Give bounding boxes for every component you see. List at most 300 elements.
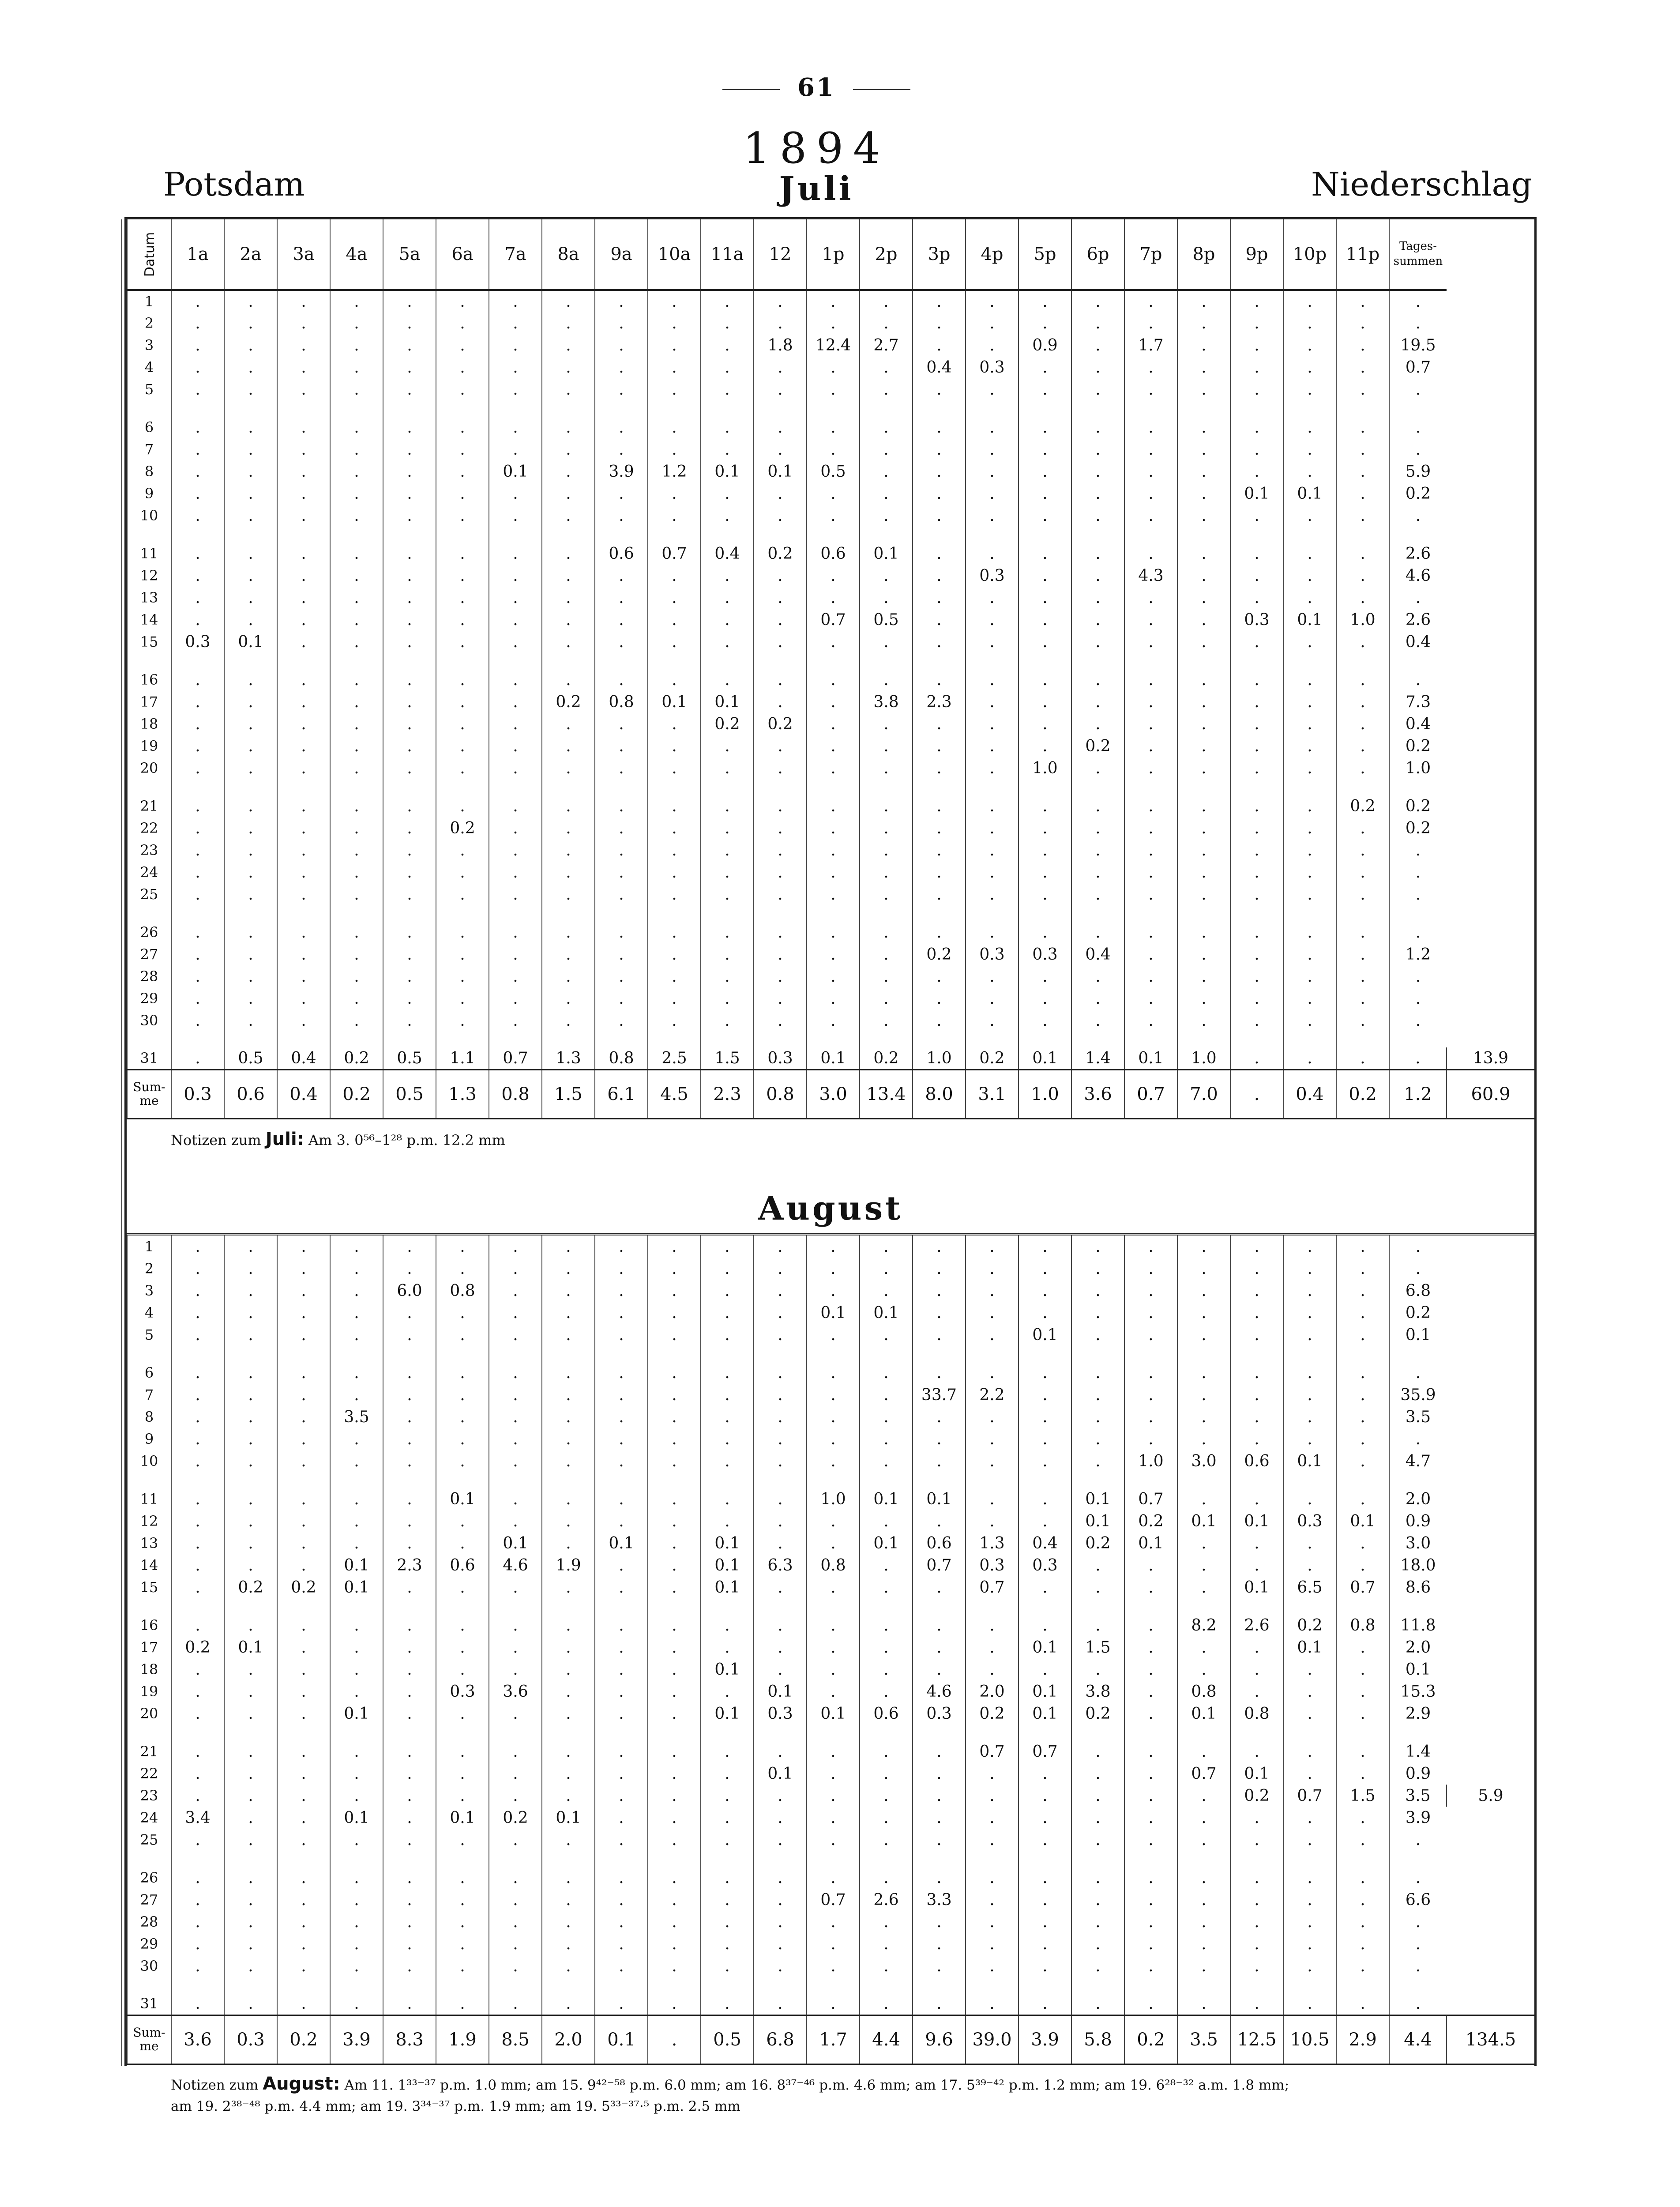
hourly-value: .	[1230, 1235, 1283, 1258]
hourly-value: .	[966, 312, 1019, 334]
hourly-value: .	[277, 1406, 330, 1428]
hourly-value: 0.2	[1230, 1785, 1283, 1807]
hourly-value: .	[754, 312, 807, 334]
hourly-value: .	[1124, 1658, 1177, 1680]
table-row	[127, 505, 1534, 527]
hourly-value: .	[807, 1450, 860, 1472]
hourly-value: .	[966, 1614, 1019, 1636]
hourly-value: .	[1019, 1510, 1071, 1532]
hourly-value: .	[1019, 987, 1071, 1009]
hourly-value: .	[383, 1955, 436, 1977]
hourly-value: .	[913, 565, 966, 587]
hourly-value: .	[224, 356, 277, 378]
hourly-value: 0.1	[330, 1702, 383, 1725]
hourly-value: .	[1019, 1009, 1071, 1032]
hourly-value: .	[224, 1428, 277, 1450]
hourly-value: 0.2	[701, 713, 754, 735]
day-label: 2	[127, 312, 171, 334]
hourly-value: .	[807, 505, 860, 527]
hourly-value: .	[383, 609, 436, 631]
hourly-sum: 1.0	[1019, 1070, 1071, 1118]
notes-prefix: Notizen zum	[171, 2077, 259, 2093]
hourly-value: .	[1177, 505, 1230, 527]
hourly-value: .	[224, 943, 277, 965]
hourly-value: .	[1177, 691, 1230, 713]
hourly-value: .	[595, 987, 648, 1009]
hourly-value: .	[1336, 1362, 1389, 1384]
hourly-value: .	[277, 1658, 330, 1680]
hourly-value: .	[807, 1763, 860, 1785]
hourly-value: .	[171, 1362, 224, 1384]
hourly-value: .	[648, 1829, 701, 1851]
hourly-value: .	[1177, 921, 1230, 943]
hourly-value: .	[860, 460, 913, 482]
table-row	[127, 1384, 1534, 1406]
hourly-value: .	[1124, 460, 1177, 482]
hourly-value: .	[1019, 460, 1071, 482]
hourly-value: .	[754, 987, 807, 1009]
hourly-value: .	[1230, 565, 1283, 587]
hourly-value: 0.1	[807, 1302, 860, 1324]
table-row	[127, 1576, 1534, 1598]
hourly-value: .	[754, 1362, 807, 1384]
hourly-value: 33.7	[913, 1384, 966, 1406]
hourly-value: .	[1071, 757, 1124, 779]
hourly-value: .	[1071, 482, 1124, 505]
hourly-value: .	[1230, 1680, 1283, 1702]
hourly-value: .	[171, 839, 224, 861]
hourly-value: .	[1019, 1488, 1071, 1510]
hourly-value: 0.2	[754, 713, 807, 735]
hourly-value: .	[648, 1889, 701, 1911]
hourly-value: .	[224, 1955, 277, 1977]
hourly-value: .	[913, 921, 966, 943]
hourly-value: .	[171, 1324, 224, 1346]
hourly-value: .	[1019, 378, 1071, 400]
hourly-value: .	[1019, 839, 1071, 861]
hourly-value: .	[1124, 921, 1177, 943]
hourly-value: .	[807, 1680, 860, 1702]
day-label: 30	[127, 1009, 171, 1032]
hourly-sum: 10.5	[1283, 2015, 1336, 2064]
hourly-value: .	[913, 1658, 966, 1680]
hourly-value: .	[701, 1785, 754, 1807]
hourly-value: .	[224, 1785, 277, 1807]
hourly-value: .	[595, 883, 648, 905]
hourly-value: .	[754, 669, 807, 691]
hourly-value: .	[648, 883, 701, 905]
hourly-value: .	[224, 1993, 277, 2015]
hourly-value: .	[277, 1009, 330, 1032]
hourly-value: .	[1177, 965, 1230, 987]
hourly-value: .	[1124, 1702, 1177, 1725]
hourly-value: .	[542, 1993, 595, 2015]
hourly-value: .	[224, 861, 277, 883]
hourly-value: .	[330, 1280, 383, 1302]
hourly-value: .	[1019, 356, 1071, 378]
hourly-value: .	[1230, 1636, 1283, 1658]
hourly-value: .	[542, 883, 595, 905]
hourly-value: 0.1	[701, 1658, 754, 1680]
notes-month: Juli:	[265, 1129, 304, 1149]
hourly-value: .	[277, 1911, 330, 1933]
hourly-value: 0.1	[1177, 1510, 1230, 1532]
daily-total: 3.0	[1389, 1532, 1447, 1554]
hourly-value: .	[754, 416, 807, 438]
hourly-value: .	[1071, 1740, 1124, 1763]
day-label: 25	[127, 1829, 171, 1851]
table-row	[127, 713, 1534, 735]
hourly-value: .	[171, 482, 224, 505]
day-label: 12	[127, 565, 171, 587]
hourly-value: .	[489, 1324, 542, 1346]
hourly-value: .	[1124, 482, 1177, 505]
hourly-value: .	[648, 1993, 701, 2015]
hourly-value: .	[1230, 1829, 1283, 1851]
hourly-value: .	[542, 1009, 595, 1032]
hourly-value: .	[171, 943, 224, 965]
hourly-value: .	[1336, 438, 1389, 460]
hourly-value: .	[1283, 1384, 1336, 1406]
hourly-value: .	[1124, 1280, 1177, 1302]
hourly-value: 0.1	[1124, 1532, 1177, 1554]
hourly-value: .	[860, 1406, 913, 1428]
daily-total: 7.3	[1389, 691, 1447, 713]
daily-total: .	[1389, 839, 1447, 861]
hourly-value: 0.1	[1071, 1510, 1124, 1532]
hourly-value: .	[542, 542, 595, 565]
hourly-value: .	[1071, 1867, 1124, 1889]
hourly-value: .	[171, 1554, 224, 1576]
hourly-value: .	[754, 943, 807, 965]
hourly-value: .	[648, 1807, 701, 1829]
hourly-value: .	[1177, 631, 1230, 653]
hourly-value: .	[913, 1867, 966, 1889]
hourly-value: .	[489, 1867, 542, 1889]
hourly-value: .	[1019, 1911, 1071, 1933]
hourly-value: .	[913, 1324, 966, 1346]
hourly-value: .	[1336, 943, 1389, 965]
hourly-value: .	[754, 1302, 807, 1324]
hourly-value: .	[807, 965, 860, 987]
hourly-value: .	[648, 416, 701, 438]
hourly-value: .	[1177, 1807, 1230, 1829]
hourly-value: .	[1283, 817, 1336, 839]
hourly-value: .	[913, 1576, 966, 1598]
hourly-value: .	[1124, 795, 1177, 817]
hourly-value: .	[1019, 438, 1071, 460]
hourly-value: .	[701, 609, 754, 631]
hourly-value: .	[648, 356, 701, 378]
hourly-value: .	[966, 1867, 1019, 1889]
hourly-value: .	[1177, 482, 1230, 505]
hourly-value: .	[1071, 1993, 1124, 2015]
hourly-value: .	[436, 1450, 489, 1472]
hourly-value: .	[913, 1763, 966, 1785]
hourly-value: .	[1283, 631, 1336, 653]
hourly-value: .	[489, 1258, 542, 1280]
hourly-value: .	[966, 921, 1019, 943]
hourly-value: .	[542, 416, 595, 438]
hourly-value: .	[807, 1280, 860, 1302]
hourly-value: .	[489, 1702, 542, 1725]
hourly-sum: 0.8	[754, 1070, 807, 1118]
hourly-value: .	[330, 290, 383, 312]
hourly-value: .	[595, 416, 648, 438]
hourly-value: .	[489, 1488, 542, 1510]
hourly-value: .	[171, 1576, 224, 1598]
hourly-value: .	[171, 438, 224, 460]
hourly-value: 0.2	[754, 542, 807, 565]
hourly-value: .	[1230, 290, 1283, 312]
hourly-sum: 0.8	[489, 1070, 542, 1118]
hourly-value: .	[913, 1235, 966, 1258]
hourly-value: .	[966, 1889, 1019, 1911]
hourly-value: .	[807, 1009, 860, 1032]
hourly-value: .	[1336, 1636, 1389, 1658]
hourly-value: .	[171, 1889, 224, 1911]
hourly-value: .	[1124, 817, 1177, 839]
daily-total: .	[1389, 1867, 1447, 1889]
hourly-value: .	[966, 1510, 1019, 1532]
hourly-value: 3.8	[860, 691, 913, 713]
hourly-value: .	[860, 482, 913, 505]
hourly-value: .	[383, 713, 436, 735]
hourly-value: .	[754, 1807, 807, 1829]
hourly-value: 0.1	[1019, 1636, 1071, 1658]
hourly-value: 0.1	[1230, 1763, 1283, 1785]
hourly-value: .	[1071, 817, 1124, 839]
hourly-value: .	[1019, 482, 1071, 505]
hourly-value: .	[1283, 1702, 1336, 1725]
daily-total: .	[1389, 1911, 1447, 1933]
hourly-value: .	[860, 290, 913, 312]
hourly-value: .	[1177, 1280, 1230, 1302]
hourly-value: .	[436, 565, 489, 587]
daily-total: .	[1389, 1993, 1447, 2015]
hourly-value: .	[701, 1235, 754, 1258]
hourly-value: .	[277, 795, 330, 817]
table-row	[127, 1933, 1534, 1955]
hourly-value: .	[1071, 1911, 1124, 1933]
hourly-value: .	[648, 1763, 701, 1785]
hourly-value: 0.1	[1019, 1047, 1071, 1070]
hourly-value: .	[277, 1384, 330, 1406]
hourly-value: .	[1124, 416, 1177, 438]
hourly-value: .	[330, 795, 383, 817]
hourly-value: .	[542, 378, 595, 400]
day-label: 10	[127, 505, 171, 527]
hourly-value: .	[1230, 883, 1283, 905]
hourly-value: 5.9	[1447, 1785, 1534, 1807]
hourly-value: .	[383, 505, 436, 527]
hourly-value: .	[489, 1658, 542, 1680]
hourly-value: .	[436, 1740, 489, 1763]
hourly-value: .	[330, 1428, 383, 1450]
hourly-value: .	[436, 1658, 489, 1680]
hourly-value: .	[1336, 460, 1389, 482]
hourly-value: .	[595, 482, 648, 505]
header-hour-4p: 4p	[966, 219, 1019, 290]
hourly-value: .	[701, 1763, 754, 1785]
hourly-value: .	[754, 691, 807, 713]
daily-total: 1.2	[1389, 943, 1447, 965]
hourly-value: .	[436, 987, 489, 1009]
hourly-value: 0.1	[807, 1047, 860, 1070]
hourly-value: .	[754, 1324, 807, 1346]
hourly-value: .	[383, 1406, 436, 1428]
hourly-sum: 1.9	[436, 2015, 489, 2064]
table-row	[127, 438, 1534, 460]
hourly-value: .	[224, 1488, 277, 1510]
header-hour-9p: 9p	[1230, 219, 1283, 290]
hourly-value: 0.1	[913, 1488, 966, 1510]
hourly-value: .	[860, 1614, 913, 1636]
hourly-value: .	[1283, 1280, 1336, 1302]
hourly-value: .	[648, 987, 701, 1009]
hourly-value: .	[1177, 1785, 1230, 1807]
hourly-value: .	[701, 1324, 754, 1346]
hourly-value: .	[807, 795, 860, 817]
hourly-value: .	[595, 1740, 648, 1763]
hourly-value: .	[1071, 1955, 1124, 1977]
hourly-value: .	[489, 631, 542, 653]
hourly-value: .	[648, 1532, 701, 1554]
day-label: 16	[127, 1614, 171, 1636]
hourly-value: .	[807, 735, 860, 757]
header-hour-12: 12	[754, 219, 807, 290]
table-row	[127, 1009, 1534, 1032]
hourly-value: .	[1336, 1280, 1389, 1302]
hourly-value: .	[966, 795, 1019, 817]
hourly-value: .	[1177, 987, 1230, 1009]
hourly-value: .	[542, 1510, 595, 1532]
hourly-value: .	[224, 378, 277, 400]
hourly-value: 0.1	[1177, 1702, 1230, 1725]
hourly-value: .	[330, 312, 383, 334]
day-label: 9	[127, 1428, 171, 1450]
header-hour-8p: 8p	[1177, 219, 1230, 290]
hourly-value: .	[489, 1302, 542, 1324]
day-label: 21	[127, 1740, 171, 1763]
hourly-value: .	[860, 1235, 913, 1258]
hourly-value: .	[542, 1324, 595, 1346]
hourly-value: .	[277, 1955, 330, 1977]
hourly-value: 1.0	[1019, 757, 1071, 779]
hourly-value: 0.1	[436, 1807, 489, 1829]
hourly-value: .	[1336, 631, 1389, 653]
day-label: 22	[127, 1763, 171, 1785]
hourly-value: .	[1071, 1933, 1124, 1955]
hourly-value: .	[277, 1532, 330, 1554]
hourly-value: .	[754, 1867, 807, 1889]
hourly-value: 0.3	[436, 1680, 489, 1702]
hourly-value: .	[1336, 1763, 1389, 1785]
hourly-value: .	[277, 1829, 330, 1851]
hourly-value: .	[701, 378, 754, 400]
header-hour-11p: 11p	[1336, 219, 1389, 290]
hourly-value: .	[966, 416, 1019, 438]
hourly-value: .	[966, 542, 1019, 565]
hourly-value: .	[913, 1829, 966, 1851]
hourly-value: .	[648, 565, 701, 587]
hourly-value: .	[648, 1362, 701, 1384]
hourly-sum: 0.4	[277, 1070, 330, 1118]
hourly-value: .	[807, 312, 860, 334]
hourly-value: .	[860, 1680, 913, 1702]
hourly-value: .	[171, 1235, 224, 1258]
hourly-value: .	[1019, 631, 1071, 653]
hourly-value: .	[648, 943, 701, 965]
hourly-value: .	[1071, 505, 1124, 527]
day-label: 28	[127, 965, 171, 987]
hourly-value: .	[542, 713, 595, 735]
hourly-value: .	[436, 1889, 489, 1911]
hourly-value: .	[701, 1614, 754, 1636]
hourly-value: 0.1	[701, 1554, 754, 1576]
hourly-value: .	[1336, 312, 1389, 334]
hourly-value: .	[542, 1428, 595, 1450]
hourly-value: .	[1124, 965, 1177, 987]
hourly-value: .	[542, 334, 595, 356]
hourly-value: .	[171, 587, 224, 609]
hourly-value: .	[595, 1576, 648, 1598]
hourly-value: .	[224, 565, 277, 587]
hourly-value: .	[1177, 1658, 1230, 1680]
hourly-value: .	[489, 290, 542, 312]
day-label: 6	[127, 1362, 171, 1384]
hourly-value: .	[1230, 713, 1283, 735]
hourly-value: .	[224, 438, 277, 460]
hourly-value: .	[1071, 1258, 1124, 1280]
hourly-value: .	[1071, 1009, 1124, 1032]
hourly-value: .	[542, 839, 595, 861]
header-hour-2a: 2a	[224, 219, 277, 290]
hourly-value: .	[754, 1510, 807, 1532]
hourly-value: .	[1336, 861, 1389, 883]
hourly-value: .	[171, 965, 224, 987]
hourly-value: .	[595, 1867, 648, 1889]
hourly-value: .	[383, 631, 436, 653]
hourly-value: .	[330, 1680, 383, 1702]
daily-total: .	[1389, 1428, 1447, 1450]
hourly-value: 0.8	[436, 1280, 489, 1302]
hourly-value: 0.1	[754, 1680, 807, 1702]
table-row	[127, 1362, 1534, 1384]
hourly-value: .	[1019, 1406, 1071, 1428]
hourly-value: .	[224, 1829, 277, 1851]
hourly-value: .	[383, 1009, 436, 1032]
hourly-value: 0.5	[860, 609, 913, 631]
hourly-value: .	[1283, 1362, 1336, 1384]
hourly-value: .	[330, 817, 383, 839]
hourly-value: .	[436, 883, 489, 905]
monthly-total: 134.5	[1447, 2015, 1534, 2064]
hourly-value: .	[807, 1636, 860, 1658]
hourly-value: .	[754, 1428, 807, 1450]
hourly-value: .	[383, 735, 436, 757]
hourly-value: .	[1230, 1428, 1283, 1450]
hourly-value: .	[595, 1680, 648, 1702]
hourly-value: .	[860, 1933, 913, 1955]
hourly-value: .	[913, 1740, 966, 1763]
hourly-value: .	[966, 438, 1019, 460]
daily-total: 1.0	[1389, 757, 1447, 779]
hourly-value: .	[754, 505, 807, 527]
hourly-value: .	[1230, 1280, 1283, 1302]
juli-notes	[127, 1118, 1534, 1233]
daily-total: 0.2	[1389, 817, 1447, 839]
